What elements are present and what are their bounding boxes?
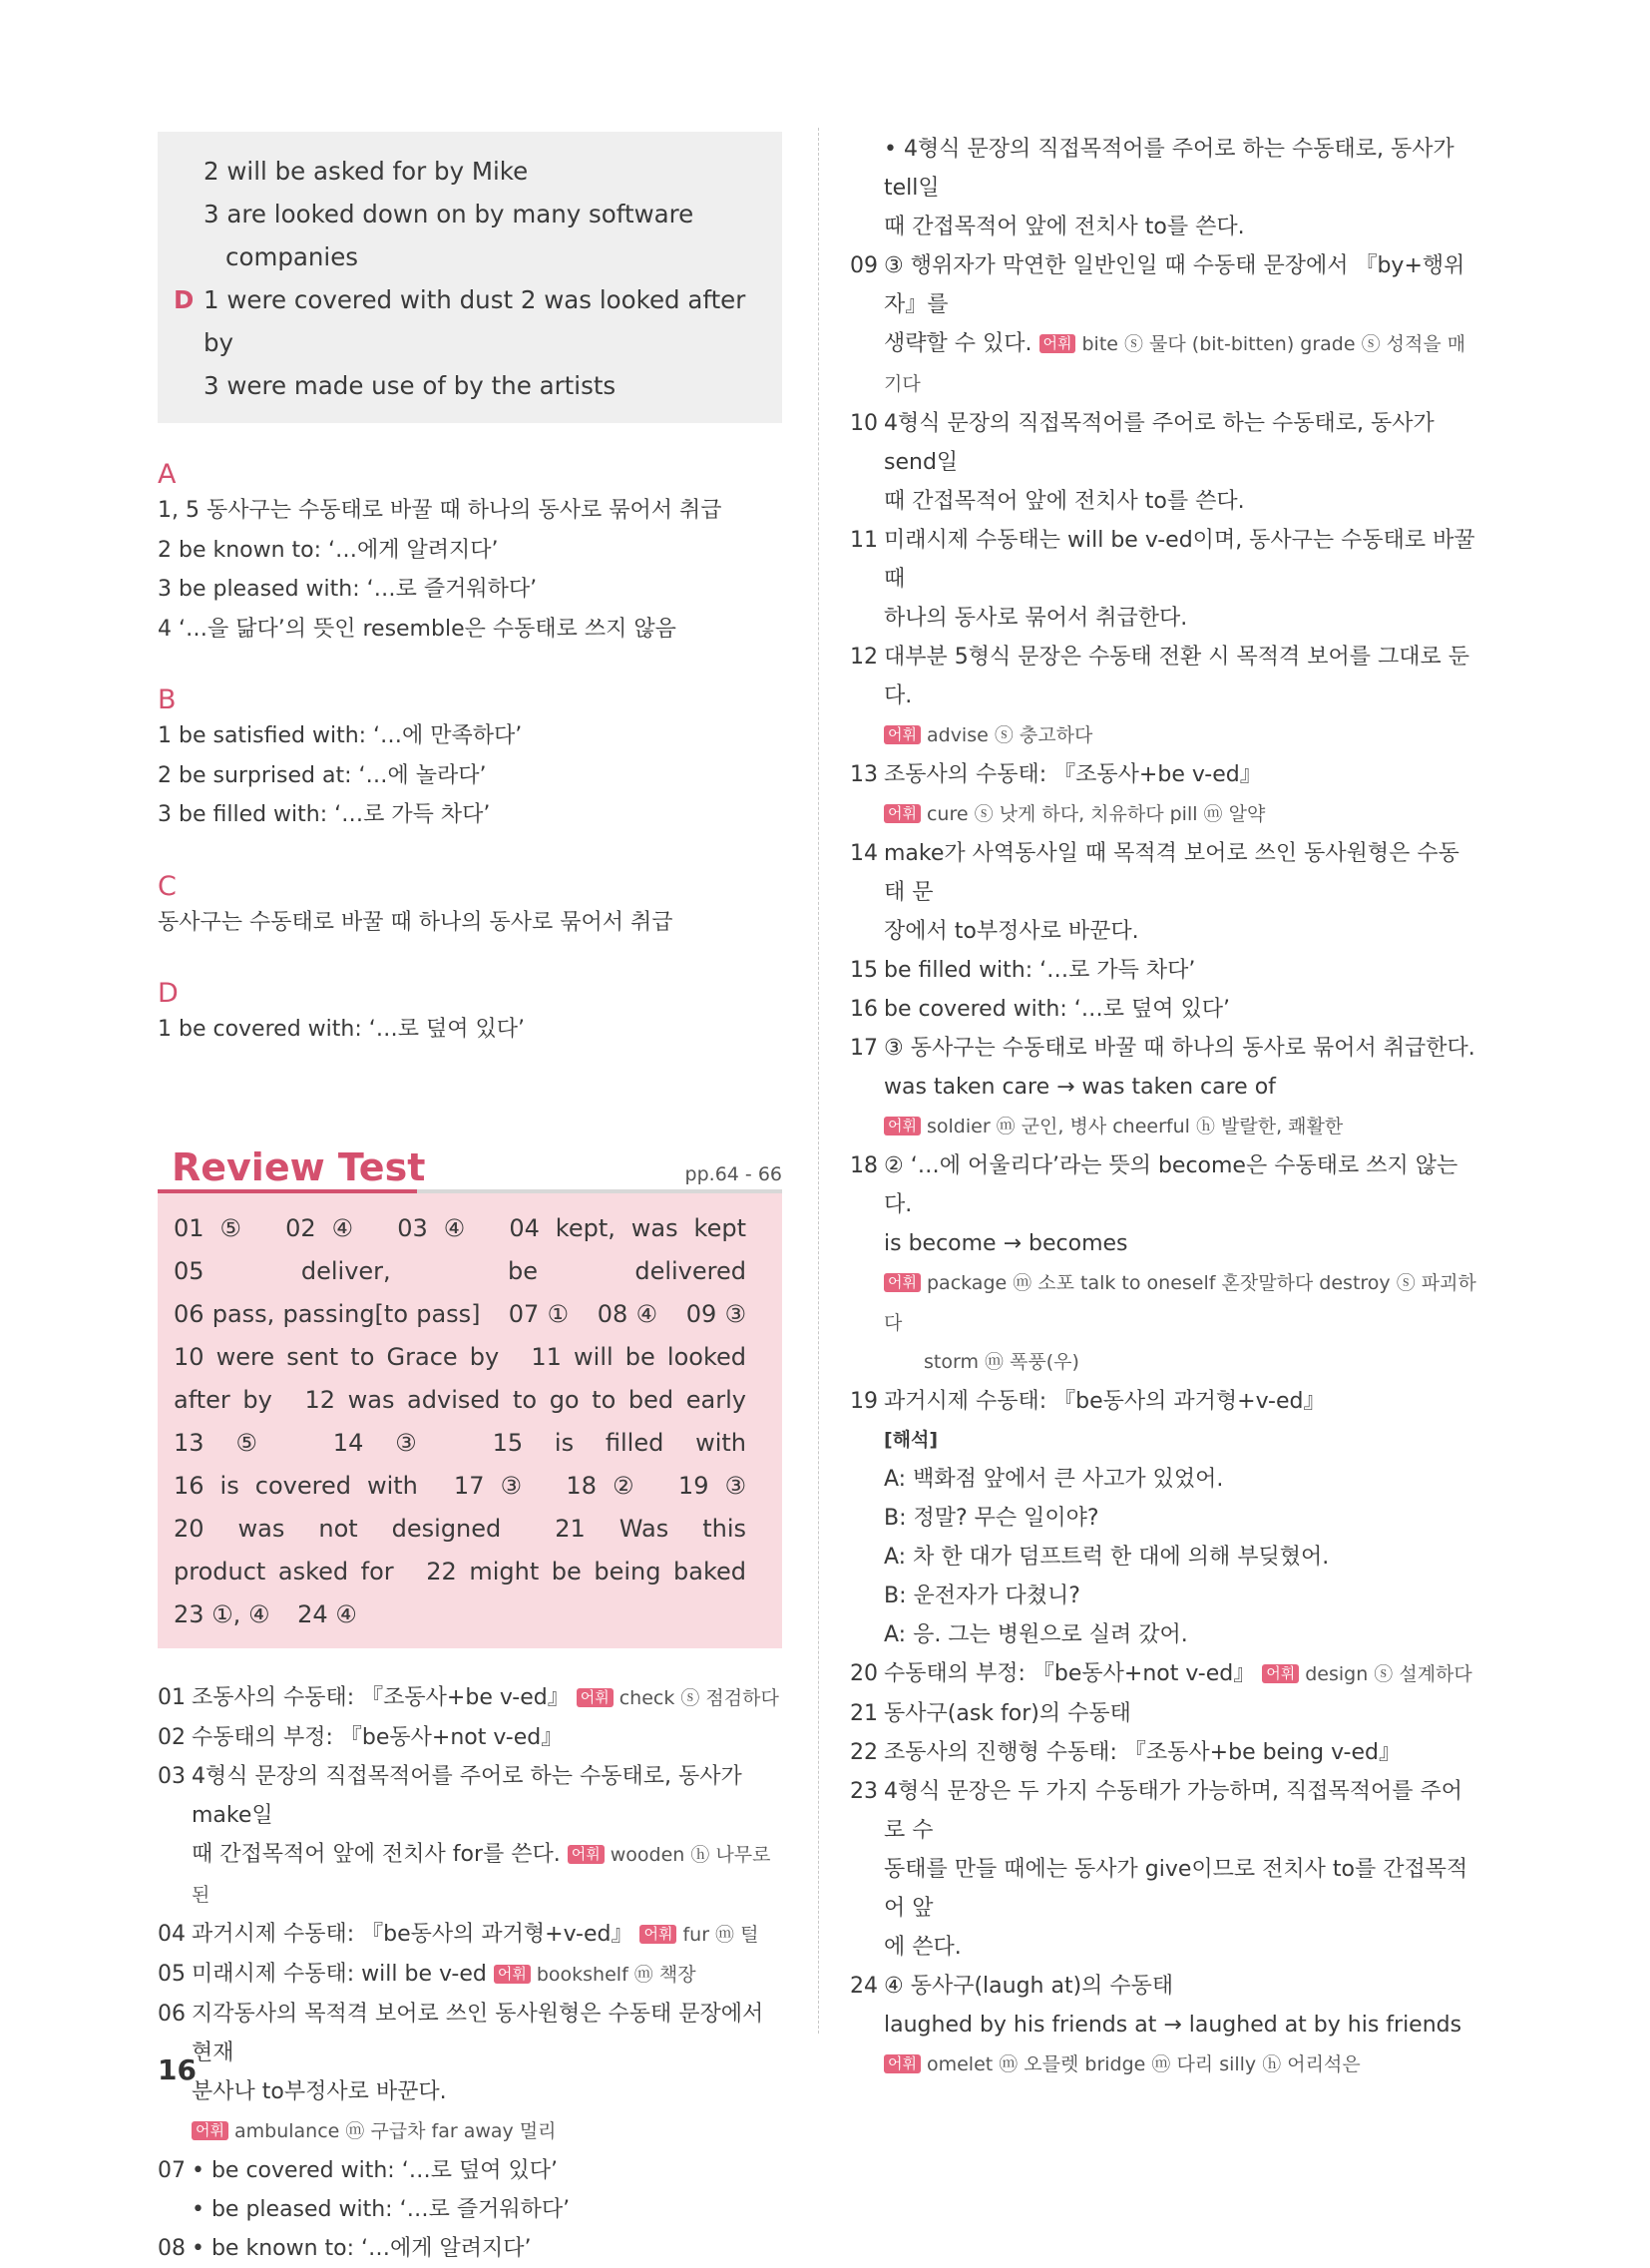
vocab-badge: 어휘 [1262, 1664, 1299, 1683]
item-line: 분사나 to부정사로 바꾼다. [192, 2078, 447, 2104]
vocab-badge: 어휘 [884, 804, 921, 823]
item-content [884, 246, 1480, 404]
explanation-item [850, 1146, 1480, 1382]
dialogue-line: B: 운전자가 다쳤니? [884, 1584, 1080, 1608]
vocab-line-cont: storm ⓜ 폭풍(우) [924, 1351, 1079, 1373]
item-line: ④ 동사구(laugh at)의 수동태 [884, 1974, 1174, 1999]
item-line: 장에서 to부정사로 바꾼다. [884, 919, 1139, 944]
item-content [884, 834, 1480, 951]
bullet-line: • be covered with: ‘…로 덮여 있다’ [192, 2157, 558, 2183]
explanations-left [158, 1678, 782, 2268]
item-number: 06 [158, 2001, 186, 2027]
review-answer: 20 was not designed [174, 1514, 502, 1543]
review-answer: 11 will be looked [531, 1342, 747, 1371]
bullet-line: • 4형식 문장의 직접목적어를 주어로 하는 수동태로, 동사가 tell일 [884, 137, 1454, 201]
answer-line [204, 193, 762, 235]
vocab-note [494, 1964, 696, 1986]
item-content [884, 1733, 1480, 1772]
review-answer: product asked for [174, 1557, 394, 1586]
explanation-item [158, 1995, 782, 2151]
review-answer: 13 ⑤ [174, 1428, 281, 1457]
bullet-line: • be pleased with: ‘…로 즐거워하다’ [192, 2196, 571, 2222]
item-content [192, 1757, 782, 1915]
item-line: was taken care → was taken care of [884, 1075, 1276, 1100]
vocab-text: fur ⓜ 털 [682, 1923, 759, 1946]
dialogue-line: A: 백화점 앞에서 큰 사고가 있었어. [884, 1467, 1224, 1492]
explanation-item [158, 1757, 782, 1915]
item-content [884, 521, 1480, 638]
explanation-item [850, 1733, 1480, 1772]
item-line: is become → becomes [884, 1231, 1128, 1256]
explanation-item [850, 1029, 1480, 1146]
translation-heading: [해석] [884, 1429, 939, 1451]
review-answer: 17 ③ [453, 1471, 531, 1500]
item-line: 과거시제 수동태: 『be동사의 과거형+v-ed』 어휘 fur ⓜ 털 [192, 1921, 759, 1947]
answer-text: companies [225, 242, 359, 271]
explanation-item [850, 404, 1480, 521]
item-content [884, 990, 1480, 1029]
item-line: laughed by his friends at → laughed at by his friends [884, 2013, 1462, 2038]
item-line: 때 간접목적어 앞에 전치사 for를 쓴다. 어휘 wooden ⓗ 나무로 된 [192, 1841, 771, 1906]
vocab-line [192, 2111, 782, 2151]
section-line: 1 be satisfied with: ‘…에 만족하다’ [158, 723, 523, 748]
item-content [884, 1654, 1480, 1694]
section-line: 2 be surprised at: ‘…에 놀라다’ [158, 762, 487, 788]
item-number: 10 [850, 411, 878, 436]
item-line: 동태를 만들 때에는 동사가 give이므로 전치사 to를 간접목적어 앞 [884, 1857, 1468, 1921]
item-content [192, 1955, 782, 1995]
explanation-item [850, 130, 1480, 246]
item-number: 14 [850, 841, 878, 866]
vocab-text: design ⓢ 설계하다 [1305, 1663, 1472, 1685]
exercise-sections [158, 459, 782, 1050]
explanation-item [850, 1694, 1480, 1733]
explanations-right [850, 130, 1480, 2084]
dialogue-line: B: 정말? 무슨 일이야? [884, 1506, 1099, 1531]
item-number: 12 [850, 645, 878, 670]
vocab-badge: 어휘 [568, 1845, 605, 1864]
section-heading: C [158, 870, 177, 902]
review-answer: 03 ④ [397, 1213, 474, 1242]
vocab-note [1262, 1663, 1472, 1685]
review-answer: 19 ③ [677, 1471, 746, 1500]
item-line: 미래시제 수동태는 will be v-ed이며, 동사구는 수동태로 바꿀 때 [884, 528, 1475, 592]
review-answer: be delivered [508, 1256, 746, 1285]
explanation-item [158, 1678, 782, 1718]
vocab-text: cure ⓢ 낫게 하다, 치유하다 pill ⓜ 알약 [926, 803, 1266, 825]
vocab-text: ambulance ⓜ 구급차 far away 멀리 [233, 2119, 557, 2142]
review-answer: 08 ④ [597, 1299, 658, 1328]
item-number: 17 [850, 1036, 878, 1061]
item-number: 15 [850, 958, 878, 983]
answer-section-label: D [174, 285, 195, 314]
item-content [884, 1029, 1480, 1146]
vocab-text: wooden ⓗ 나무로 된 [192, 1843, 771, 1906]
vocab-note [884, 2053, 1361, 2075]
explanation-item [850, 990, 1480, 1029]
review-answer: 06 pass, passing[to pass] [174, 1299, 481, 1328]
item-line: 조동사의 진행형 수동태: 『조동사+be being v-ed』 [884, 1740, 1401, 1765]
vocab-line [884, 2044, 1480, 2084]
review-answer: 16 is covered with [174, 1471, 418, 1500]
vocab-badge: 어휘 [884, 725, 921, 744]
item-content [884, 404, 1480, 521]
item-line: 미래시제 수동태: will be v-ed 어휘 bookshelf ⓜ 책장 [192, 1961, 696, 1987]
vocab-text: omelet ⓜ 오믈렛 bridge ⓜ 다리 silly ⓗ 어리석은 [926, 2053, 1361, 2075]
review-answer: 18 ② [566, 1471, 642, 1500]
section-c [158, 871, 782, 943]
vocab-line [884, 1107, 1480, 1146]
answer-text: 1 were covered with dust 2 was looked after by [204, 285, 746, 357]
explanation-item [850, 1967, 1480, 2084]
vocab-badge: 어휘 [884, 2054, 921, 2073]
item-line: 과거시제 수동태: 『be동사의 과거형+v-ed』 [884, 1389, 1326, 1414]
vocab-note [639, 1924, 758, 1946]
vocab-note [884, 1116, 1343, 1137]
review-answer: 14 ③ [332, 1428, 441, 1457]
dialogue-line: A: 응. 그는 병원으로 실려 갔어. [884, 1622, 1188, 1647]
section-line: 1 be covered with: ‘…로 덮여 있다’ [158, 1017, 525, 1042]
section-b [158, 684, 782, 835]
item-line: ② ‘…에 어울리다’라는 뜻의 become은 수동태로 쓰지 않는다. [884, 1153, 1458, 1217]
item-line: 조동사의 수동태: 『조동사+be v-ed』 [884, 762, 1262, 787]
review-test-header [158, 1139, 782, 1193]
review-answer: 23 ①, ④ [174, 1599, 270, 1628]
item-line: ③ 동사구는 수동태로 바꿀 때 하나의 동사로 묶어서 취급한다. [884, 1036, 1475, 1061]
vocab-badge: 어휘 [577, 1688, 614, 1707]
explanation-item [158, 1718, 782, 1757]
item-number: 16 [850, 997, 878, 1022]
item-line: 수동태의 부정: 『be동사+not v-ed』 어휘 design ⓢ 설계하다 [884, 1661, 1472, 1686]
item-number: 20 [850, 1661, 878, 1686]
vocab-note [577, 1687, 779, 1709]
header-accent-rule [158, 1189, 417, 1193]
vocab-text: bookshelf ⓜ 책장 [536, 1963, 696, 1986]
vocab-text: soldier ⓜ 군인, 병사 cheerful ⓗ 발랄한, 쾌활한 [926, 1116, 1344, 1137]
item-number: 09 [850, 253, 878, 278]
item-content [884, 1967, 1480, 2084]
explanation-item [158, 1915, 782, 1955]
explanation-item [850, 1382, 1480, 1654]
bullet-line: • be known to: ‘…에게 알려지다’ [192, 2235, 532, 2261]
review-answer: 24 ④ [297, 1599, 357, 1628]
review-answer: 21 Was this [555, 1514, 747, 1543]
answer-line [204, 150, 762, 193]
answer-text: 3 were made use of by the artists [204, 371, 617, 400]
vocab-note [884, 1272, 1476, 1334]
review-answer: 05 deliver, [174, 1256, 391, 1285]
explanation-item [850, 951, 1480, 990]
vocab-badge: 어휘 [192, 2121, 228, 2140]
item-content [192, 1915, 782, 1955]
item-line: 4형식 문장은 두 가지 수동태가 가능하며, 직접목적어를 주어로 수 [884, 1779, 1462, 1843]
section-heading: A [158, 459, 177, 490]
review-test-answers [158, 1193, 782, 1648]
item-number: 05 [158, 1961, 186, 1987]
item-line: 때 간접목적어 앞에 전치사 to를 쓴다. [884, 489, 1245, 514]
item-content [192, 2151, 782, 2229]
item-line: 동사구(ask for)의 수동태 [884, 1701, 1131, 1726]
item-content [192, 1995, 782, 2151]
item-line: be filled with: ‘…로 가득 차다’ [884, 958, 1196, 983]
vocab-text: advise ⓢ 충고하다 [926, 724, 1093, 746]
item-number: 11 [850, 528, 878, 553]
item-line: 수동태의 부정: 『be동사+not v-ed』 [192, 1724, 564, 1750]
explanation-item [158, 1955, 782, 1995]
vocab-badge: 어휘 [494, 1965, 531, 1984]
review-answer: 09 ③ [685, 1299, 747, 1328]
item-content [192, 1678, 782, 1718]
item-number: 07 [158, 2157, 186, 2183]
explanation-item [158, 2229, 782, 2268]
item-content [884, 951, 1480, 990]
item-content [884, 1772, 1480, 1967]
vocab-note [884, 803, 1265, 825]
item-line: 조동사의 수동태: 『조동사+be v-ed』 어휘 check ⓢ 점검하다 [192, 1684, 779, 1710]
column-divider [818, 128, 819, 2034]
item-number: 19 [850, 1389, 878, 1414]
item-line: 하나의 동사로 묶어서 취급한다. [884, 606, 1188, 631]
item-line: ③ 행위자가 막연한 일반인일 때 수동태 문장에서 『by+행위자』를 [884, 253, 1465, 317]
vocab-text: package ⓜ 소포 talk to oneself 혼잣말하다 destroy ⓢ 파괴하다 [884, 1272, 1476, 1334]
section-line: 3 be filled with: ‘…로 가득 차다’ [158, 802, 491, 827]
vocab-note [884, 724, 1092, 746]
item-line: 대부분 5형식 문장은 수동태 전환 시 목적격 보어를 그대로 둔다. [884, 645, 1469, 708]
item-content [192, 2229, 782, 2268]
review-answer: 22 might be being baked [426, 1557, 746, 1586]
vocab-line [884, 715, 1480, 755]
item-content [884, 1146, 1480, 1382]
answer-text: 3 are looked down on by many software [204, 200, 694, 228]
item-number: 18 [850, 1153, 878, 1178]
explanation-item [850, 1772, 1480, 1967]
review-answer: 15 is filled with [492, 1428, 747, 1457]
vocab-badge: 어휘 [639, 1925, 676, 1944]
item-number: 02 [158, 1724, 186, 1750]
item-content [884, 755, 1480, 834]
explanation-item [850, 638, 1480, 755]
item-line: 생략할 수 있다. 어휘 bite ⓢ 물다 (bit-bitten) grade ⓢ 성적을 매기다 [884, 331, 1466, 395]
item-number: 03 [158, 1763, 186, 1789]
review-answer: 10 were sent to Grace by [174, 1342, 500, 1371]
explanation-item [850, 521, 1480, 638]
review-answer: 01 ⑤ [174, 1213, 250, 1242]
item-number: 22 [850, 1740, 878, 1765]
bullet-line: 때 간접목적어 앞에 전치사 to를 쓴다. [884, 215, 1245, 239]
vocab-line [884, 1263, 1480, 1343]
explanation-item [850, 834, 1480, 951]
section-line: 동사구는 수동태로 바꿀 때 하나의 동사로 묶어서 취급 [158, 909, 673, 935]
vocab-badge: 어휘 [1039, 334, 1076, 353]
section-line: 3 be pleased with: ‘…로 즐거워하다’ [158, 577, 538, 602]
dialogue-line: A: 차 한 대가 덤프트럭 한 대에 의해 부딪혔어. [884, 1545, 1330, 1570]
item-number: 08 [158, 2235, 186, 2261]
left-column [158, 132, 782, 2268]
vocab-line [884, 794, 1480, 834]
section-a [158, 459, 782, 649]
vocab-badge: 어휘 [884, 1117, 921, 1135]
section-line: 4 ‘…을 닮다’의 뜻인 resemble은 수동태로 쓰지 않음 [158, 616, 676, 642]
item-number: 04 [158, 1921, 186, 1947]
review-answer: after by [174, 1385, 272, 1414]
explanation-item [850, 1654, 1480, 1694]
vocab-note [884, 333, 1465, 395]
item-line: 4형식 문장의 직접목적어를 주어로 하는 수동태로, 동사가 send일 [884, 411, 1435, 475]
vocab-note [192, 1844, 770, 1906]
review-answer: 12 was advised to go to bed early [304, 1385, 746, 1414]
section-line: 1, 5 동사구는 수동태로 바꿀 때 하나의 동사로 묶어서 취급 [158, 498, 722, 523]
item-line: 4형식 문장의 직접목적어를 주어로 하는 수동태로, 동사가 make일 [192, 1763, 742, 1828]
answer-line [204, 235, 762, 278]
review-answer: 02 ④ [285, 1213, 362, 1242]
explanation-item [850, 755, 1480, 834]
answer-line [204, 364, 762, 407]
review-answer: 07 ① [508, 1299, 570, 1328]
item-number: 23 [850, 1779, 878, 1804]
item-line: make가 사역동사일 때 목적격 보어로 쓰인 동사원형은 수동태 문 [884, 841, 1459, 905]
review-test-pages: pp.64 - 66 [684, 1162, 782, 1185]
vocab-badge: 어휘 [884, 1273, 921, 1292]
right-column [850, 130, 1480, 2084]
explanation-item [850, 246, 1480, 404]
item-number: 01 [158, 1684, 186, 1710]
explanation-item [158, 2151, 782, 2229]
answer-box [158, 132, 782, 423]
item-content [884, 130, 1480, 246]
vocab-note [192, 2120, 557, 2142]
item-number: 24 [850, 1974, 878, 1999]
section-heading: D [158, 978, 179, 1009]
review-test-title: Review Test [172, 1144, 426, 1189]
item-line: be covered with: ‘…로 덮여 있다’ [884, 997, 1230, 1022]
answer-line [174, 278, 762, 364]
vocab-text: check ⓢ 점검하다 [619, 1686, 779, 1709]
item-content [884, 638, 1480, 755]
section-line: 2 be known to: ‘…에게 알려지다’ [158, 537, 499, 563]
item-line: 에 쓴다. [884, 1935, 962, 1960]
item-number: 13 [850, 762, 878, 787]
item-content [884, 1694, 1480, 1733]
section-heading: B [158, 684, 177, 715]
item-line: 지각동사의 목적격 보어로 쓰인 동사원형은 수동태 문장에서 현재 [192, 2001, 764, 2065]
answer-text: 2 will be asked for by Mike [204, 157, 529, 186]
item-content [192, 1718, 782, 1757]
page-number: 16 [158, 2053, 197, 2086]
item-content [884, 1382, 1480, 1654]
section-d [158, 978, 782, 1050]
review-answer: 04 kept, was kept [509, 1213, 746, 1242]
vocab-text: bite ⓢ 물다 (bit-bitten) grade ⓢ 성적을 매기다 [884, 333, 1466, 395]
item-number: 21 [850, 1701, 878, 1726]
